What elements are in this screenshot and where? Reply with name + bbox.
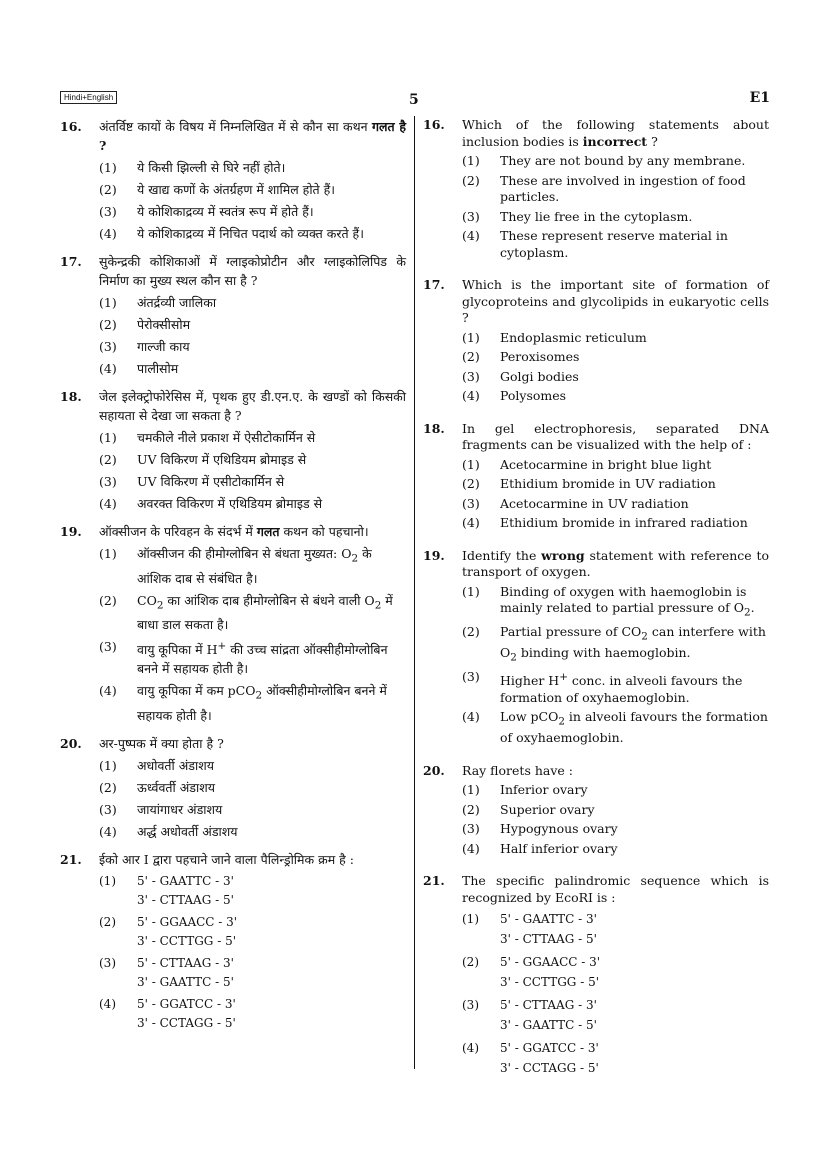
question-text: In gel electrophoresis, separated DNA fragments can be visualized with the help of : — [462, 420, 769, 452]
option-2: (2) ऊर्ध्ववर्ती अंडाशय — [99, 779, 215, 795]
hindi-column — [60, 117, 406, 1042]
option-4: (4) 5' - GGATCC - 3' 3' - CCTAGG - 5' — [99, 996, 236, 1030]
question-21-hi — [60, 850, 406, 1033]
option-4: (4) Polysomes — [462, 388, 567, 403]
question-21-en — [423, 873, 769, 1078]
option-4: (4) Half inferior ovary — [462, 840, 618, 856]
question-number: 19. — [60, 524, 82, 539]
question-16-en: 16. Which of the following statements about inclusion bodies is incorrect ? (1) They are not bound by any membrane. (2) These are involved in ingestion of food particles. (3) They lie free in the cytoplasm. (4) These represent reserve material in cytoplasm. — [423, 117, 769, 260]
option-4: (4) These represent reserve material in cytoplasm. — [462, 228, 728, 260]
option-2: (2) Peroxisomes — [462, 349, 580, 364]
option-1: (1) चमकीले नीले प्रकाश में ऐसीटोकार्मिन से — [99, 430, 316, 445]
question-text-bold: गलत है ? — [99, 119, 406, 153]
question-text: Which is the important site of formation of glycoproteins and glycolipids in eukaryotic cells ? — [462, 277, 769, 325]
option-1: (1) They are not bound by any membrane. — [462, 153, 746, 168]
option-3: (3) Golgi bodies — [462, 368, 579, 384]
question-text-bold: incorrect — [582, 133, 648, 149]
option-1: (1) Inferior ovary — [462, 782, 588, 798]
question-text: अंतर्विष्ट कायों के विषय में निम्नलिखित में से कौन सा कथन — [99, 119, 368, 134]
question-16-hi — [60, 117, 406, 243]
question-text: ईको आर I द्वारा पहचाने जाने वाला पैलिन्ड्रोमिक क्रम है : — [99, 851, 354, 867]
page-code: E1 — [749, 90, 770, 106]
option-3: (3) वायु कूपिका में H+ की उच्च सांद्रता ऑक्सीहीमोग्लोबिन बनने में सहायक होती है। — [99, 639, 388, 677]
english-column — [423, 117, 769, 1087]
question-number: 18. — [423, 420, 445, 436]
question-number: 17. — [423, 277, 445, 292]
question-19-en: 19. Identify the wrong statement with reference to transport of oxygen. (1) Binding of oxygen with haemoglobin is mainly related to partial pressure of $O_2$. (2) Partial pressure of $CO_2$ can interfere with $O_2$ binding with haemoglobin. (3) Higher H+ conc. in alveoli favours the formation of oxyhaemoglobin. (4) Low pCO$_2$ in alveoli favours the formation of oxyhaemoglobin. — [423, 547, 769, 746]
question-number: 20. — [423, 762, 445, 778]
question-text: The specific palindromic sequence which is recognized by EcoRI is : — [462, 873, 769, 905]
option-2: (2) UV विकिरण में एथिडियम ब्रोमाइड से — [99, 452, 307, 467]
question-text: सुकेन्द्रकी कोशिकाओं में ग्लाइकोप्रोटीन और ग्लाइकोलिपिड के निर्माण का मुख्य स्थल कौन सा है ? — [99, 254, 406, 288]
option-2: (2) पेरोक्सीसोम — [99, 317, 191, 332]
option-2: (2) Superior ovary — [462, 801, 595, 817]
question-number: 16. — [423, 117, 445, 132]
option-3: (3) Acetocarmine in UV radiation — [462, 495, 689, 511]
option-1: (1) ये किसी झिल्ली से घिरे नहीं होते। — [99, 160, 286, 175]
option-1: (1) Acetocarmine in bright blue light — [462, 456, 712, 472]
question-number: 21. — [60, 851, 82, 867]
option-1: (1) 5' - GAATTC - 3' 3' - CTTAAG - 5' — [462, 912, 597, 947]
question-number: 16. — [60, 119, 82, 134]
option-3: (3) गाल्जी काय — [99, 339, 190, 354]
column-divider — [414, 116, 415, 1069]
question-number: 17. — [60, 254, 82, 269]
question-number: 18. — [60, 389, 82, 404]
option-3: (3) 5' - CTTAAG - 3' 3' - GAATTC - 5' — [462, 998, 597, 1033]
question-text: जेल इलेक्ट्रोफोरेसिस में, पृथक हुए डी.एन.ए. के खण्डों को किसकी सहायता से देखा जा सकता है ? — [99, 389, 406, 423]
option-1: (1) अधोवर्ती अंडाशय — [99, 757, 214, 773]
option-2: (2) $CO_2$ का आंशिक दाब हीमोग्लोबिन से बंधने वाली $O_2$ में बाधा डाल सकता है। — [99, 592, 393, 632]
option-1: (1) अंतर्द्रव्यी जालिका — [99, 295, 217, 310]
option-4: (4) पालीसोम — [99, 361, 179, 376]
question-text: Ray florets have : — [462, 762, 573, 778]
question-number: 20. — [60, 735, 82, 751]
option-3: (3) They lie free in the cytoplasm. — [462, 208, 693, 224]
question-number: 21. — [423, 873, 445, 889]
option-1: (1) 5' - GAATTC - 3' 3' - CTTAAG - 5' — [99, 873, 234, 907]
option-2: (2) ये खाद्य कणों के अंतर्ग्रहण में शामिल होते हैं। — [99, 182, 336, 197]
question-number: 19. — [423, 547, 445, 563]
question-18-en — [423, 421, 769, 532]
option-4: (4) 5' - GGATCC - 3' 3' - CCTAGG - 5' — [462, 1041, 599, 1076]
question-18-hi — [60, 387, 406, 513]
page-header — [60, 90, 770, 112]
option-4: (4) वायु कूपिका में कम pCO$_2$ ऑक्सीहीमोग्लोबिन बनने में सहायक होती है। — [99, 683, 387, 723]
page-number: 5 — [409, 92, 419, 108]
question-19-hi: 19. ऑक्सीजन के परिवहन के संदर्भ में गलत कथन को पहचानो। (1) ऑक्सीजन की हीमोग्लोबिन से बंधता मुख्यत: $O_2$ के आंशिक दाब से संबंधित है। (2) $CO_2$ का आंशिक दाब हीमोग्लोबिन से बंधने वाली $O_2$ में बाधा डाल सकता है। (3) वायु कूपिका में H+ की उच्च सांद्रता ऑक्सीहीमोग्लोबिन बनने में सहायक होती है। (4) वायु कूपिका में कम pCO$_2$ ऑक्सीहीमोग्लोबिन बनने में सहायक होती है। — [60, 522, 406, 725]
option-2: (2) 5' - GGAACC - 3' 3' - CCTTGG - 5' — [99, 914, 238, 948]
option-3: (3) 5' - CTTAAG - 3' 3' - GAATTC - 5' — [99, 955, 234, 989]
question-17-en — [423, 277, 769, 405]
option-4: (4) ये कोशिकाद्रव्य में निचित पदार्थ को व्यक्त करते हैं। — [99, 226, 364, 241]
option-1: (1) ऑक्सीजन की हीमोग्लोबिन से बंधता मुख्यत: $O_2$ के आंशिक दाब से संबंधित है। — [99, 546, 372, 586]
option-3: (3) ये कोशिकाद्रव्य में स्वतंत्र रूप में होते हैं। — [99, 204, 314, 219]
option-2: (2) 5' - GGAACC - 3' 3' - CCTTGG - 5' — [462, 955, 601, 990]
option-3: (3) Hypogynous ovary — [462, 821, 618, 837]
question-20-hi — [60, 734, 406, 841]
option-4: (4) अर्द्ध अधोवर्ती अंडाशय — [99, 823, 238, 839]
option-2: (2) Ethidium bromide in UV radiation — [462, 476, 716, 491]
language-tag: Hindi+English — [60, 91, 117, 104]
question-text-bold: गलत — [256, 524, 280, 539]
option-2: (2) Partial pressure of $CO_2$ can interfere with $O_2$ binding with haemoglobin. — [462, 624, 766, 664]
question-20-en — [423, 763, 769, 858]
option-4: (4) अवरक्त विकिरण में एथिडियम ब्रोमाइड से — [99, 496, 323, 511]
option-2: (2) These are involved in ingestion of food particles. — [462, 172, 746, 204]
question-text-bold: wrong — [541, 547, 585, 563]
option-3: (3) जायांगाधर अंडाशय — [99, 801, 223, 817]
question-text: अर-पुष्पक में क्या होता है ? — [99, 735, 224, 751]
question-17-hi — [60, 252, 406, 378]
option-1: (1) Binding of oxygen with haemoglobin is mainly related to partial pressure of $O_2$. — [462, 583, 755, 619]
option-4: (4) Low pCO$_2$ in alveoli favours the formation of oxyhaemoglobin. — [462, 709, 768, 746]
option-3: (3) Higher H+ conc. in alveoli favours the formation of oxyhaemoglobin. — [462, 669, 743, 705]
option-3: (3) UV विकिरण में एसीटोकार्मिन से — [99, 474, 285, 489]
option-1: (1) Endoplasmic reticulum — [462, 329, 647, 345]
option-4: (4) Ethidium bromide in infrared radiation — [462, 515, 748, 530]
